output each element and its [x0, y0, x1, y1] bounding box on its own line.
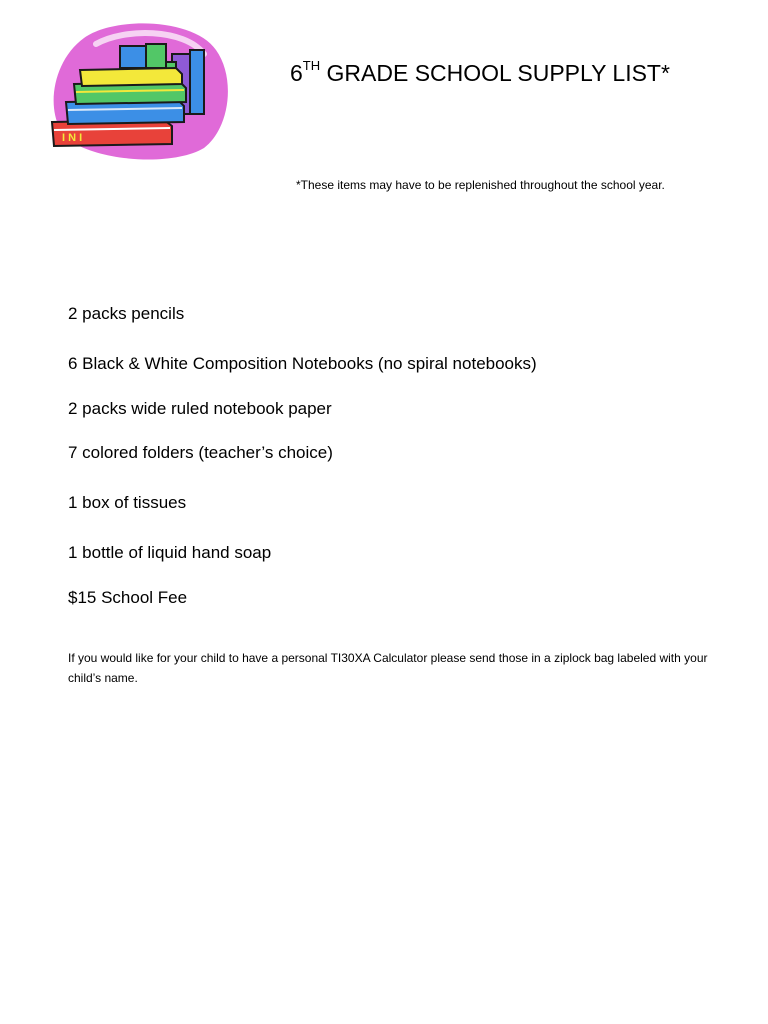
list-item: 6 Black & White Composition Notebooks (no spiral notebooks) [68, 354, 537, 373]
list-item: $15 School Fee [68, 588, 188, 607]
list-item: 2 packs wide ruled notebook paper [68, 399, 332, 418]
calculator-note: If you would like for your child to have a personal TI30XA Calculator please send those in a ziplock bag labeled with your child’s name. [68, 651, 708, 685]
replenish-note: *These items may have to be replenished throughout the school year. [296, 178, 665, 192]
list-item: 1 box of tissues [68, 493, 187, 512]
title-text: GRADE SCHOOL SUPPLY LIST* [320, 60, 670, 86]
title-number: 6 [290, 60, 303, 86]
books-stack-icon [44, 20, 230, 162]
title-superscript: TH [302, 58, 321, 73]
page-title [290, 55, 670, 95]
list-item: 7 colored folders (teacher’s choice) [68, 443, 333, 462]
list-item: 2 packs pencils [68, 304, 185, 323]
list-item: 1 bottle of liquid hand soap [68, 543, 272, 562]
svg-text:I N I: I N I [62, 132, 83, 144]
